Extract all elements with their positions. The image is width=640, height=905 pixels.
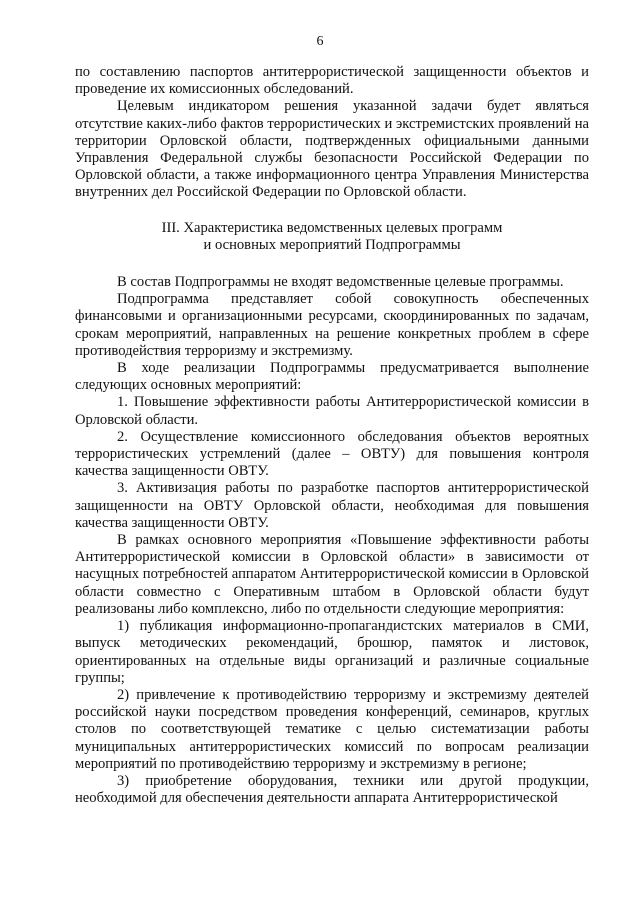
list-item: 1. Повышение эффективности работы Антитеррористической комиссии в Орловской области. [75, 394, 589, 428]
paragraph: Подпрограмма представляет собой совокупность обеспеченных финансовыми и организационными ресурсами, скоординированных по задачам, срокам мероприятий, направленных на решение конкретных проблем в сфере противодействия терроризму и экстремизму. [75, 291, 589, 359]
section-heading [75, 220, 589, 254]
list-item: 3. Активизация работы по разработке паспортов антитеррористической защищенности на ОВТУ Орловской области, необходимая для повышения качества защищенности ОВТУ. [75, 480, 589, 531]
paragraph: Целевым индикатором решения указанной задачи будет являться отсутствие каких-либо фактов террористических и экстремистских проявлений на территории Орловской области, подтвержденных официальными данными Управления Федеральной службы безопасности Российской Федерации по Орловской области, а также информационного центра Управления Министерства внутренних дел Российской Федерации по Орловской области. [75, 98, 589, 201]
document-body [75, 64, 589, 807]
paragraph: В ходе реализации Подпрограммы предусматривается выполнение следующих основных мероприятий: [75, 360, 589, 394]
section-heading-line: и основных мероприятий Подпрограммы [203, 236, 461, 253]
list-item: 3) приобретение оборудования, техники или другой продукции, необходимой для обеспечения деятельности аппарата Антитеррористической [75, 772, 589, 807]
paragraph: В рамках основного мероприятия «Повышение эффективности работы Антитеррористической комиссии в Орловской области» в зависимости от насущных потребностей аппаратом Антитеррористической комиссии в Орловской области совместно с Оперативным штабом в Орловской области будут реализованы либо комплексно, либо по отдельности следующие мероприятия: [75, 532, 589, 617]
paragraph: В состав Подпрограммы не входят ведомственные целевые программы. [117, 274, 564, 291]
list-item: 2) привлечение к противодействию терроризму и экстремизму деятелей российской науки посредством проведения конференций, семинаров, круглых столов по соответствующей тематике с целью систематизации работы муниципальных антитеррористических комиссий по вопросам реализации мероприятий по противодействию терроризму и экстремизму в регионе; [75, 686, 589, 772]
list-item: 2. Осуществление комиссионного обследования объектов вероятных террористических устремлений (далее – ОВТУ) для повышения контроля качества защищенности ОВТУ. [75, 428, 589, 480]
list-item: 1) публикация информационно-пропагандистских материалов в СМИ, выпуск методических рекомендаций, брошюр, памяток и листовок, ориентированных на отдельные виды организаций и различные социальные группы; [75, 618, 589, 686]
paragraph: по составлению паспортов антитеррористической защищенности объектов и проведение их комиссионных обследований. [75, 64, 589, 98]
page-number: 6 [316, 34, 324, 49]
section-heading-line: III. Характеристика ведомственных целевых программ [161, 219, 503, 236]
